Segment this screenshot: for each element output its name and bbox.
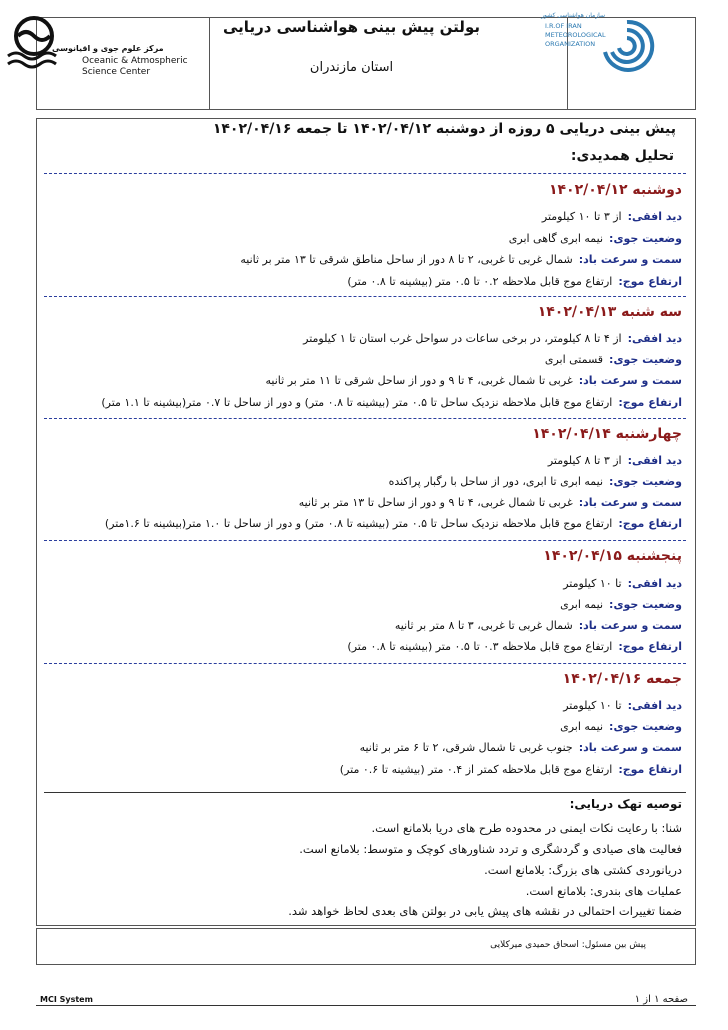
weather-label: وضعیت جوی:: [609, 232, 682, 245]
weather-value: نیمه ابری گاهی ابری: [508, 232, 604, 245]
wave-label: ارتفاع موج:: [618, 640, 682, 653]
section-rule: [44, 792, 686, 793]
weather-row: [509, 232, 682, 250]
irimo-name-en-2: METEOROLOGICAL: [545, 31, 606, 39]
wind-value: غربی تا شمال غربی، ۴ تا ۹ و دور از ساحل شرقی تا ۱۱ متر بر ثانیه: [265, 374, 573, 387]
weather-label: وضعیت جوی:: [609, 475, 682, 488]
visibility-value: از ۳ تا ۸ کیلومتر: [547, 454, 622, 467]
visibility-row: [542, 210, 682, 228]
visibility-value: از ۳ تا ۱۰ کیلومتر: [541, 210, 622, 223]
wave-value: ارتفاع موج قابل ملاحظه ۰.۲ تا ۰.۵ متر (بیشینه تا ۰.۸ متر): [347, 275, 613, 288]
visibility-label: دید افقی:: [627, 577, 682, 590]
weather-row: [545, 353, 682, 371]
wave-row: [101, 396, 682, 414]
day-separator: [44, 296, 686, 297]
recommendation-item: فعالیت های صیادی و گردشگری و تردد شناورهای کوچک و متوسط: بلامانع است.: [299, 842, 682, 856]
weather-row: [389, 475, 682, 493]
recommendation-item: عملیات های بندری: بلامانع است.: [525, 884, 682, 898]
weather-row: [560, 598, 682, 616]
wave-value: ارتفاع موج قابل ملاحظه ۰.۳ تا ۰.۵ متر (بیشینه تا ۰.۸ متر): [347, 640, 613, 653]
day-title-friday: جمعه ۱۴۰۲/۰۴/۱۶: [562, 671, 682, 687]
wave-value: ارتفاع موج قابل ملاحظه نزدیک ساحل تا ۰.۵ متر (بیشینه تا ۰.۸ متر) و دور از ساحل تا ۰.۷ متر(بیشینه تا ۱.۱ متر): [101, 396, 613, 409]
irimo-name-fa: سازمان هواشناسی کشور: [541, 12, 605, 19]
day-title-wednesday: چهارشنبه ۱۴۰۲/۰۴/۱۴: [532, 426, 682, 442]
day-separator: [44, 173, 686, 174]
weather-row: [560, 720, 682, 738]
wave-row: [340, 763, 682, 781]
visibility-value: از ۴ تا ۸ کیلومتر، در برخی ساعات در سواحل غرب استان تا ۱ کیلومتر: [303, 332, 622, 345]
forecast-title: پیش بینی دریایی ۵ روزه از دوشنبه ۱۴۰۲/۰۴/۱۲ تا جمعه ۱۴۰۲/۰۴/۱۶: [212, 121, 676, 137]
wave-label: ارتفاع موج:: [618, 275, 682, 288]
irimo-emblem-icon: [597, 16, 657, 78]
day-separator: [44, 540, 686, 541]
wave-row: [347, 640, 682, 658]
irimo-name-en-3: ORGANIZATION: [545, 40, 596, 48]
forecaster-name: پیش بین مسئول: اسحاق حمیدی میرکلایی: [490, 940, 646, 950]
wind-label: سمت و سرعت باد:: [578, 253, 682, 266]
system-name: MCI System: [40, 995, 93, 1004]
visibility-value: تا ۱۰ کیلومتر: [563, 577, 622, 590]
bulletin-title: بولتن پیش بینی هواشناسی دریایی: [223, 18, 480, 36]
wind-label: سمت و سرعت باد:: [578, 374, 682, 387]
wind-value: شمال غربی تا غربی، ۲ تا ۸ دور از ساحل مناطق شرقی تا ۱۳ متر بر ثانیه: [240, 253, 573, 266]
visibility-label: دید افقی:: [627, 332, 682, 345]
weather-label: وضعیت جوی:: [609, 353, 682, 366]
visibility-row: [303, 332, 682, 350]
wind-row: [240, 253, 682, 271]
wave-label: ارتفاع موج:: [618, 517, 682, 530]
synoptic-analysis-label: تحلیل همدیدی:: [570, 148, 674, 164]
weather-label: وضعیت جوی:: [609, 720, 682, 733]
wind-label: سمت و سرعت باد:: [578, 619, 682, 632]
visibility-label: دید افقی:: [627, 210, 682, 223]
oasc-emblem-icon: [4, 10, 64, 70]
visibility-row: [563, 577, 682, 595]
wave-row: [105, 517, 682, 535]
wind-value: شمال غربی تا غربی، ۳ تا ۸ متر بر ثانیه: [394, 619, 573, 632]
footer-rule: [36, 1005, 696, 1006]
day-separator: [44, 663, 686, 664]
wind-value: جنوب غربی تا شمال شرقی، ۲ تا ۶ متر بر ثانیه: [359, 741, 573, 754]
wave-label: ارتفاع موج:: [618, 396, 682, 409]
wave-row: [347, 275, 682, 293]
day-title-tuesday: سه شنبه ۱۴۰۲/۰۴/۱۳: [537, 304, 682, 320]
wind-row: [266, 374, 682, 392]
oasc-name-fa: مرکز علوم جوی و اقیانوسی: [52, 44, 164, 53]
wind-label: سمت و سرعت باد:: [578, 741, 682, 754]
wind-row: [395, 619, 682, 637]
visibility-row: [548, 454, 682, 472]
wind-row: [299, 496, 682, 514]
day-separator: [44, 418, 686, 419]
day-title-monday: دوشنبه ۱۴۰۲/۰۴/۱۲: [548, 182, 682, 198]
wave-value: ارتفاع موج قابل ملاحظه کمتر از ۰.۴ متر (بیشینه تا ۰.۶ متر): [339, 763, 613, 776]
recommendation-item: شنا: با رعایت نکات ایمنی در محدوده طرح های دریا بلامانع است.: [371, 821, 682, 835]
wind-row: [360, 741, 682, 759]
wave-label: ارتفاع موج:: [618, 763, 682, 776]
oasc-name-en-1: Oceanic & Atmospheric: [82, 56, 188, 66]
weather-value: قسمتی ابری: [544, 353, 604, 366]
irimo-logo: [541, 12, 655, 84]
weather-value: نیمه ابری: [560, 598, 604, 611]
oasc-logo: [4, 10, 188, 90]
visibility-row: [563, 699, 682, 717]
day-title-thursday: پنجشنبه ۱۴۰۲/۰۴/۱۵: [543, 548, 682, 564]
visibility-label: دید افقی:: [627, 454, 682, 467]
weather-label: وضعیت جوی:: [609, 598, 682, 611]
visibility-value: تا ۱۰ کیلومتر: [563, 699, 622, 712]
recommendation-item: ضمنا تغییرات احتمالی در نقشه های پیش یابی در بولتن های بعدی لحاظ خواهد شد.: [288, 904, 682, 918]
wave-value: ارتفاع موج قابل ملاحظه نزدیک ساحل تا ۰.۵ متر (بیشینه تا ۰.۸ متر) و دور از ساحل تا ۱.۰ متر(بیشینه تا ۱.۶متر): [104, 517, 613, 530]
visibility-label: دید افقی:: [627, 699, 682, 712]
weather-value: نیمه ابری: [560, 720, 604, 733]
wind-label: سمت و سرعت باد:: [578, 496, 682, 509]
irimo-name-en-1: I.R.OF IRAN: [545, 22, 582, 30]
page-number: صفحه ۱ از ۱: [634, 994, 688, 1005]
wind-value: غربی تا شمال غربی، ۴ تا ۹ و دور از ساحل تا ۱۳ متر بر ثانیه: [298, 496, 573, 509]
weather-value: نیمه ابری تا ابری، دور از ساحل با رگبار پراکنده: [388, 475, 604, 488]
oasc-name-en-2: Science Center: [82, 67, 151, 77]
recommendation-item: دریانوردی کشتی های بزرگ: بلامانع است.: [484, 863, 682, 877]
recommendations-title: توصیه تهک دریایی:: [569, 797, 682, 811]
province-name: استان مازندران: [309, 60, 394, 75]
